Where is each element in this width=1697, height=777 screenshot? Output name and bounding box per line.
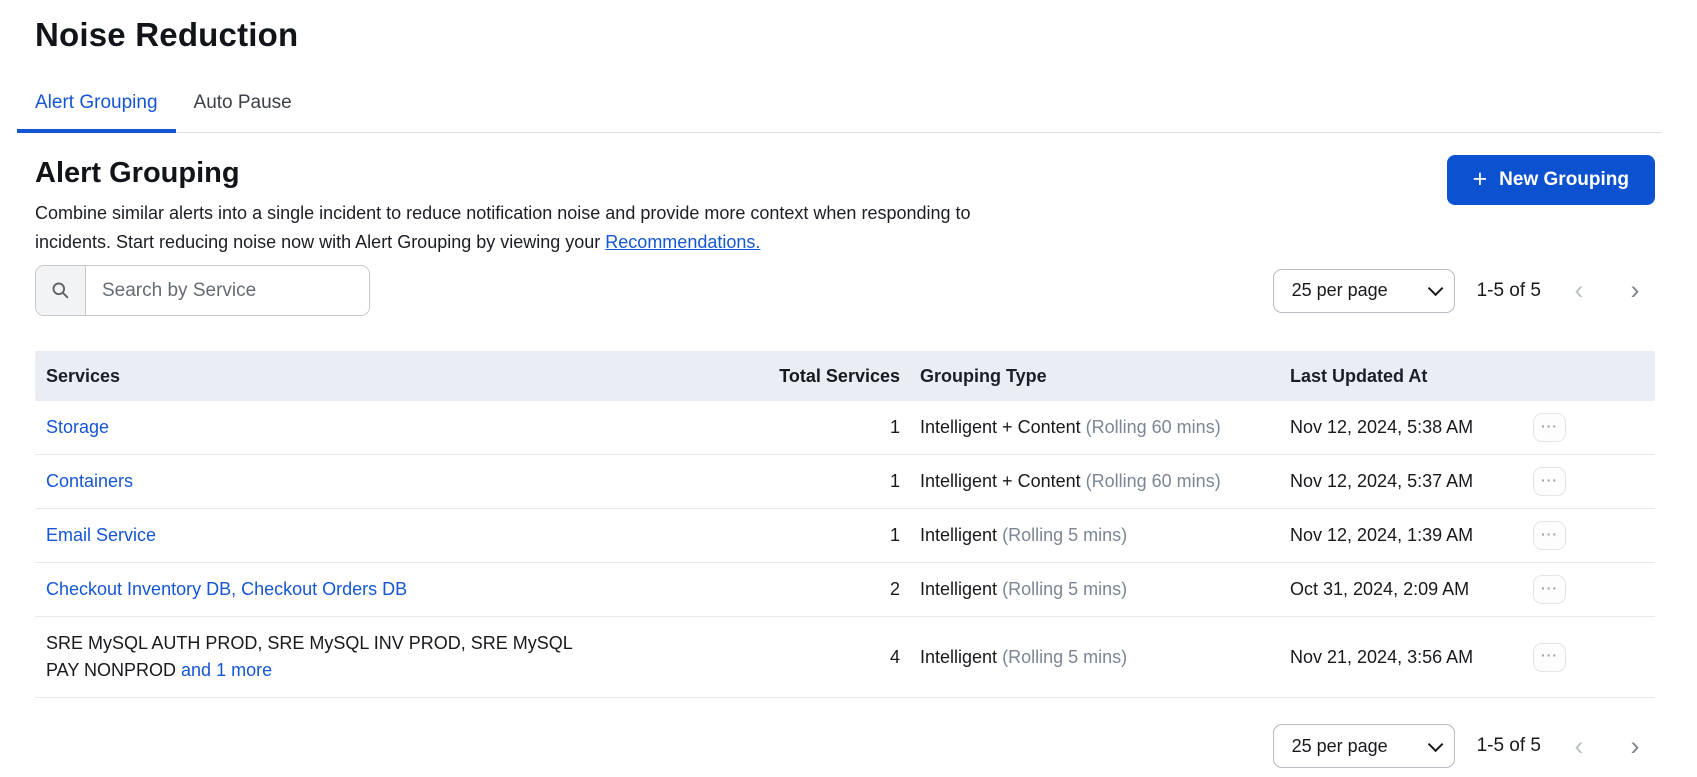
- service-link[interactable]: Storage: [46, 417, 110, 437]
- row-actions-button[interactable]: [1533, 643, 1566, 672]
- row-actions-button[interactable]: [1533, 575, 1566, 604]
- next-page-button[interactable]: ›: [1630, 275, 1640, 305]
- per-page-select[interactable]: [1273, 269, 1455, 313]
- chevron-down-icon: [1427, 281, 1443, 297]
- ellipsis-icon: ···: [1541, 647, 1558, 663]
- col-header-grouping-type: Grouping Type: [920, 365, 1047, 386]
- pagination-top: [1273, 269, 1655, 313]
- table-row: [35, 509, 1655, 563]
- table-row: [35, 401, 1655, 455]
- new-grouping-label: New Grouping: [1499, 169, 1629, 190]
- ellipsis-icon: ···: [1541, 579, 1558, 596]
- service-link[interactable]: Checkout Inventory DB, Checkout Orders DB: [46, 579, 408, 599]
- section-title: Alert Grouping: [35, 157, 240, 189]
- row-actions-button[interactable]: [1533, 467, 1566, 496]
- bottom-bar: [35, 724, 1655, 768]
- col-header-services: Services: [46, 365, 121, 386]
- grouping-type-cell: Intelligent (Rolling 5 mins): [920, 525, 1128, 545]
- total-services-value: 4: [889, 646, 900, 667]
- last-updated-value: Nov 12, 2024, 5:38 AM: [1290, 417, 1474, 437]
- toolbar: [35, 265, 1655, 316]
- grouping-type-cell: Intelligent (Rolling 5 mins): [920, 646, 1128, 667]
- pagination-bottom: [1273, 724, 1655, 768]
- new-grouping-button[interactable]: [1447, 155, 1655, 205]
- service-search: [35, 265, 370, 316]
- next-page-button[interactable]: ›: [1630, 730, 1640, 761]
- col-header-last-updated: Last Updated At: [1290, 365, 1428, 386]
- total-services-value: 1: [889, 471, 900, 491]
- tab-alert-grouping[interactable]: Alert Grouping: [17, 84, 176, 133]
- prev-page-button[interactable]: ‹: [1574, 730, 1584, 761]
- table-header: [35, 351, 1655, 401]
- service-link[interactable]: Containers: [46, 471, 134, 491]
- page-title: Noise Reduction: [35, 16, 299, 53]
- description-text: Combine similar alerts into a single incident to reduce notification noise and provide more context when responding to incidents. Start reducing noise now with Alert Grouping by viewing your: [35, 203, 971, 252]
- pagination-range: 1-5 of 5: [1476, 735, 1541, 756]
- search-input[interactable]: [86, 266, 369, 315]
- tab-bar: [17, 84, 1662, 133]
- row-actions-button[interactable]: [1533, 413, 1566, 442]
- col-header-total-services: Total Services: [779, 365, 900, 386]
- total-services-value: 1: [889, 417, 900, 437]
- pagination-range: 1-5 of 5: [1476, 279, 1541, 301]
- total-services-value: 1: [889, 525, 900, 545]
- grouping-type-cell: Intelligent (Rolling 5 mins): [920, 579, 1128, 599]
- ellipsis-icon: ···: [1541, 417, 1558, 434]
- prev-page-button[interactable]: ‹: [1574, 275, 1584, 305]
- last-updated-value: Nov 12, 2024, 5:37 AM: [1290, 471, 1474, 491]
- recommendations-link[interactable]: Recommendations.: [605, 232, 761, 252]
- tab-auto-pause[interactable]: Auto Pause: [193, 92, 292, 113]
- grouping-type-cell: Intelligent + Content (Rolling 60 mins): [920, 471, 1221, 491]
- per-page-value: 25 per page: [1291, 280, 1388, 300]
- last-updated-value: Nov 21, 2024, 3:56 AM: [1290, 646, 1474, 667]
- table-row: [35, 455, 1655, 509]
- grouping-type-cell: Intelligent + Content (Rolling 60 mins): [920, 417, 1221, 437]
- per-page-select[interactable]: [1273, 724, 1455, 768]
- ellipsis-icon: ···: [1541, 471, 1558, 488]
- more-services-link[interactable]: and 1 more: [181, 660, 273, 680]
- total-services-value: 2: [889, 579, 900, 599]
- service-link[interactable]: Email Service: [46, 525, 157, 545]
- last-updated-value: Oct 31, 2024, 2:09 AM: [1290, 579, 1470, 599]
- table-row: [35, 563, 1655, 617]
- row-actions-button[interactable]: [1533, 521, 1566, 550]
- section-header: [35, 157, 1655, 257]
- section-description: [35, 199, 980, 257]
- chevron-down-icon: [1427, 736, 1443, 752]
- table-row: [35, 617, 1655, 698]
- ellipsis-icon: ···: [1541, 525, 1558, 542]
- search-icon: [36, 266, 86, 315]
- groupings-table: [35, 351, 1655, 698]
- service-names: SRE MySQL AUTH PROD, SRE MySQL INV PROD, SRE MySQL PAY NONPROD and 1 more: [46, 633, 573, 680]
- last-updated-value: Nov 12, 2024, 1:39 AM: [1290, 525, 1474, 545]
- per-page-value: 25 per page: [1291, 735, 1388, 756]
- plus-icon: +: [1472, 164, 1488, 193]
